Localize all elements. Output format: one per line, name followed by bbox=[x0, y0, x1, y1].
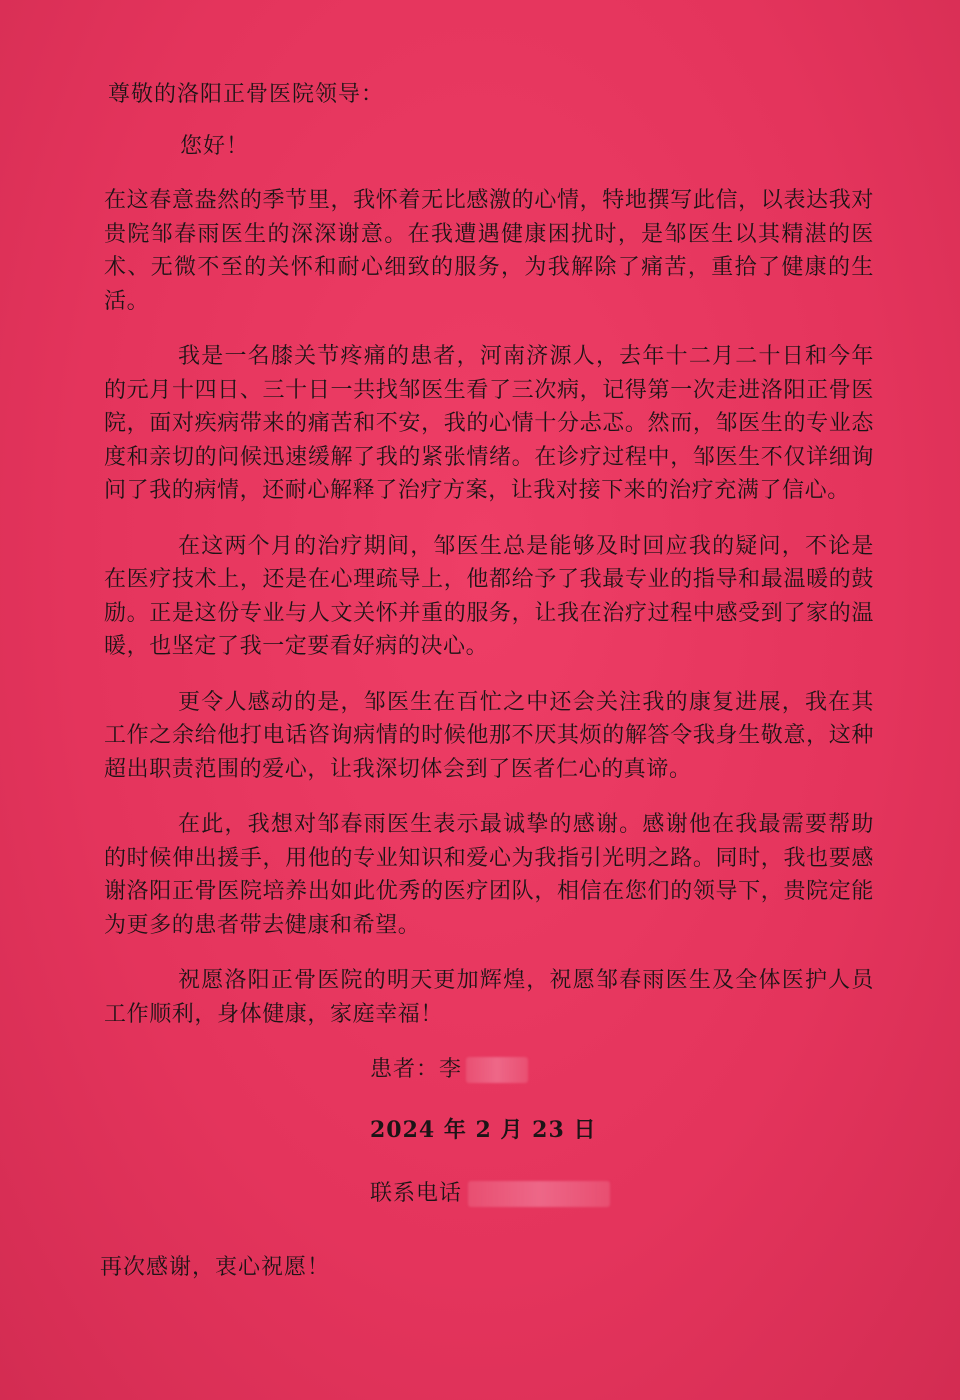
signature-patient bbox=[370, 1053, 874, 1087]
signature-date: 2024 年 2 月 23 日 bbox=[370, 1117, 597, 1143]
phone-label: 联系电话 bbox=[370, 1181, 463, 1206]
redacted-name bbox=[466, 1057, 528, 1083]
paragraph-1: 在这春意盎然的季节里，我怀着无比感激的心情，特地撰写此信，以表达我对贵院邹春雨医生的深深谢意。在我遭遇健康困扰时，是邹医生以其精湛的医术、无微不至的关怀和耐心细致的服务，为我解除了痛苦，重拾了健康的生活。 bbox=[104, 188, 874, 314]
salutation: 尊敬的洛阳正骨医院领导： bbox=[108, 82, 385, 107]
paragraph-3: 在这两个月的治疗期间，邹医生总是能够及时回应我的疑问，不论是在医疗技术上，还是在心理疏导上，他都给予了我最专业的指导和最温暖的鼓励。正是这份专业与人文关怀并重的服务，让我在治疗过程中感受到了家的温暖，也坚定了我一定要看好病的决心。 bbox=[104, 533, 874, 659]
closing-line: 再次感谢，衷心祝愿！ bbox=[100, 1255, 331, 1280]
signature-phone bbox=[370, 1177, 874, 1211]
paragraph-2: 我是一名膝关节疼痛的患者，河南济源人，去年十二月二十日和今年的元月十四日、三十日一共找邹医生看了三次病，记得第一次走进洛阳正骨医院，面对疾病带来的痛苦和不安，我的心情十分忐忑。然而，邹医生的专业态度和亲切的问候迅速缓解了我的紧张情绪。在诊疗过程中，邹医生不仅详细询问了我的病情，还耐心解释了治疗方案，让我对接下来的治疗充满了信心。 bbox=[104, 344, 874, 503]
letter-body bbox=[100, 78, 874, 1285]
redacted-phone bbox=[468, 1181, 610, 1207]
paragraph-5: 在此，我想对邹春雨医生表示最诚挚的感谢。感谢他在我最需要帮助的时候伸出援手，用他的专业知识和爱心为我指引光明之路。同时，我也要感谢洛阳正骨医院培养出如此优秀的医疗团队，相信在您们的领导下，贵院定能为更多的患者带去健康和希望。 bbox=[104, 812, 874, 938]
paragraph-6: 祝愿洛阳正骨医院的明天更加辉煌，祝愿邹春雨医生及全体医护人员工作顺利，身体健康，家庭幸福！ bbox=[104, 968, 874, 1027]
paragraph-4: 更令人感动的是，邹医生在百忙之中还会关注我的康复进展，我在其工作之余给他打电话咨询病情的时候他那不厌其烦的解答令我身生敬意，这种超出职责范围的爱心，让我深切体会到了医者仁心的真谛。 bbox=[104, 689, 874, 782]
greeting: 您好！ bbox=[180, 134, 250, 159]
patient-label: 患者：李 bbox=[370, 1057, 463, 1082]
